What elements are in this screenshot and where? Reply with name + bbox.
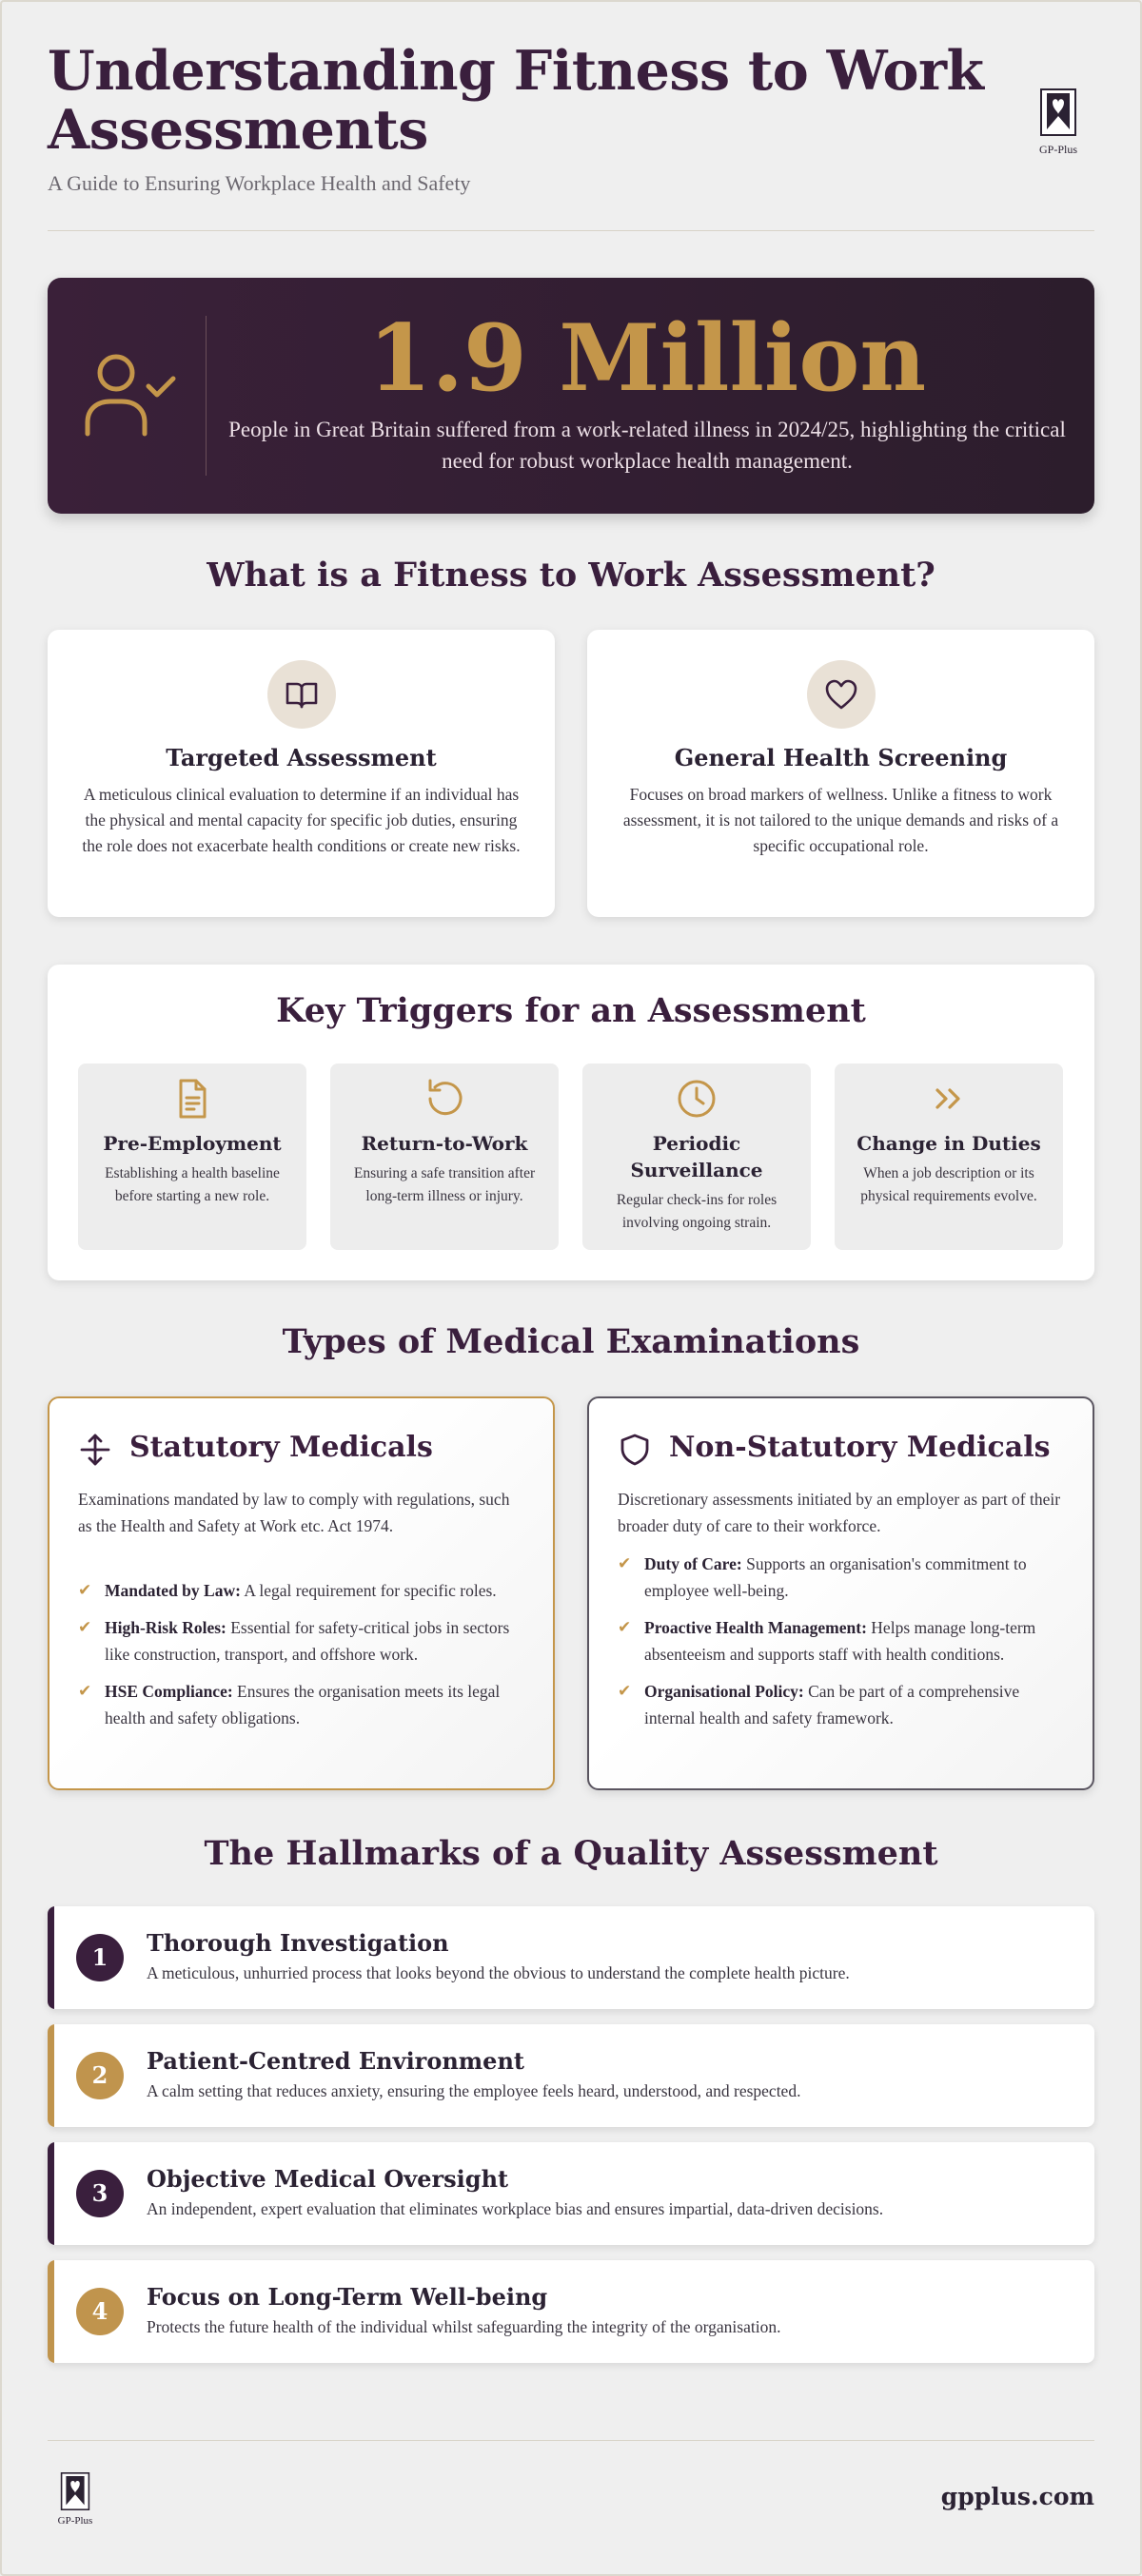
point-text: Can be part of a comprehensive internal health and safety framework. bbox=[644, 1682, 1020, 1727]
hallmark-item bbox=[48, 2024, 1094, 2127]
card-title: Statutory Medicals bbox=[129, 1431, 433, 1464]
header-divider bbox=[48, 230, 1094, 231]
list-item bbox=[78, 1577, 528, 1604]
card-intro: Examinations mandated by law to comply with regulations, such as the Health and Safety at Work etc. Act 1974. bbox=[78, 1490, 510, 1535]
list-item bbox=[618, 1614, 1068, 1668]
point-text: Essential for safety-critical jobs in sectors like construction, transport, and offshore work. bbox=[105, 1618, 510, 1664]
accent-bar bbox=[48, 2142, 54, 2245]
page-subtitle: A Guide to Ensuring Workplace Health and Safety bbox=[48, 171, 471, 195]
point-label: Duty of Care: bbox=[644, 1554, 742, 1573]
logo-text: GP-Plus bbox=[1038, 143, 1077, 156]
footer-divider bbox=[48, 2440, 1094, 2441]
number-badge: 4 bbox=[76, 2288, 124, 2335]
stat-divider bbox=[206, 316, 207, 476]
hallmark-title: Focus on Long-Term Well-being bbox=[147, 2283, 548, 2311]
hallmark-text: Protects the future health of the individual whilst safeguarding the integrity of the organisation. bbox=[147, 2317, 781, 2336]
card-targeted-assessment bbox=[48, 630, 555, 917]
hallmark-text: An independent, expert evaluation that eliminates workplace bias and ensures impartial, data-driven decisions. bbox=[147, 2199, 884, 2218]
trigger-change-in-duties bbox=[835, 1064, 1063, 1250]
card-icon-circle bbox=[267, 660, 336, 729]
trigger-title: Pre-Employment bbox=[103, 1132, 282, 1155]
section-title-hallmarks: The Hallmarks of a Quality Assessment bbox=[204, 1834, 938, 1873]
hallmark-title: Objective Medical Oversight bbox=[147, 2165, 509, 2193]
card-text: A meticulous clinical evaluation to determine if an individual has the physical and mental capacity for specific job duties, ensuring the role does not exacerbate health conditions or create new risks. bbox=[82, 785, 521, 855]
card-intro: Discretionary assessments initiated by an employer as part of their broader duty of care to their workforce. bbox=[618, 1490, 1061, 1535]
card-title: Targeted Assessment bbox=[166, 744, 437, 771]
stat-value: 1.9 Million bbox=[367, 304, 927, 412]
check-icon: ✔ bbox=[618, 1682, 632, 1701]
footer-website-link[interactable]: gpplus.com bbox=[940, 2483, 1094, 2510]
double-chevron-icon bbox=[927, 1077, 971, 1121]
point-label: HSE Compliance: bbox=[105, 1682, 233, 1701]
section-title-what-is: What is a Fitness to Work Assessment? bbox=[207, 556, 935, 595]
brand-logo[interactable] bbox=[1030, 88, 1087, 157]
scale-icon bbox=[78, 1433, 112, 1467]
list-item bbox=[78, 1678, 528, 1731]
shield-icon bbox=[618, 1433, 652, 1467]
trigger-text: Establishing a health baseline before starting a new role. bbox=[105, 1165, 280, 1204]
check-icon: ✔ bbox=[618, 1618, 632, 1637]
stat-banner bbox=[48, 278, 1094, 514]
section-title-triggers: Key Triggers for an Assessment bbox=[276, 991, 866, 1030]
trigger-title: Periodic Surveillance bbox=[630, 1132, 763, 1181]
check-icon: ✔ bbox=[78, 1581, 92, 1600]
accent-bar bbox=[48, 1906, 54, 2009]
user-check-icon bbox=[82, 352, 177, 438]
card-title: General Health Screening bbox=[674, 744, 1008, 771]
point-text: Helps manage long-term absenteeism and supports staff with health conditions. bbox=[644, 1618, 1036, 1664]
card-non-statutory-medicals bbox=[587, 1396, 1094, 1790]
page-title: Understanding Fitness to Work Assessments bbox=[48, 39, 984, 162]
check-icon: ✔ bbox=[618, 1554, 632, 1573]
accent-bar bbox=[48, 2024, 54, 2127]
point-label: High-Risk Roles: bbox=[105, 1618, 226, 1637]
logo-mark-icon bbox=[60, 2471, 90, 2511]
trigger-text: Ensuring a safe transition after long-term illness or injury. bbox=[353, 1165, 536, 1204]
trigger-return-to-work bbox=[330, 1064, 559, 1250]
list-item bbox=[618, 1551, 1068, 1604]
stat-description: People in Great Britain suffered from a work-related illness in 2024/25, highlighting the critical need for robust workplace health management. bbox=[228, 418, 1066, 473]
list-item bbox=[618, 1678, 1068, 1731]
document-icon bbox=[170, 1077, 214, 1121]
point-text: Ensures the organisation meets its legal health and safety obligations. bbox=[105, 1682, 501, 1727]
check-icon: ✔ bbox=[78, 1618, 92, 1637]
list-item bbox=[78, 1614, 528, 1668]
number-badge: 1 bbox=[76, 1934, 124, 1981]
hallmark-text: A calm setting that reduces anxiety, ensuring the employee feels heard, understood, and respected. bbox=[147, 2081, 801, 2100]
hallmark-text: A meticulous, unhurried process that looks beyond the obvious to understand the complete health picture. bbox=[147, 1963, 850, 1982]
hallmark-title: Thorough Investigation bbox=[147, 1929, 449, 1957]
logo-mark-icon bbox=[1039, 88, 1077, 137]
section-title-medicals: Types of Medical Examinations bbox=[282, 1322, 860, 1361]
card-title: Non-Statutory Medicals bbox=[669, 1431, 1051, 1464]
number-badge: 3 bbox=[76, 2170, 124, 2217]
check-icon: ✔ bbox=[78, 1682, 92, 1701]
accent-bar bbox=[48, 2260, 54, 2363]
header bbox=[48, 39, 1094, 232]
card-statutory-medicals bbox=[48, 1396, 555, 1790]
point-text: Supports an organisation's commitment to employee well-being. bbox=[644, 1554, 1027, 1600]
hallmark-title: Patient-Centred Environment bbox=[147, 2047, 524, 2075]
hallmark-item bbox=[48, 2142, 1094, 2245]
trigger-title: Return-to-Work bbox=[361, 1132, 528, 1155]
number-badge: 2 bbox=[76, 2052, 124, 2099]
clock-icon bbox=[675, 1077, 719, 1121]
statutory-points bbox=[78, 1577, 528, 1742]
trigger-text: When a job description or its physical requirements evolve. bbox=[860, 1165, 1037, 1204]
trigger-text: Regular check-ins for roles involving ongoing strain. bbox=[616, 1192, 778, 1231]
non-statutory-points bbox=[618, 1551, 1068, 1742]
trigger-pre-employment bbox=[78, 1064, 306, 1250]
rotate-icon bbox=[423, 1077, 466, 1121]
trigger-title: Change in Duties bbox=[856, 1132, 1041, 1155]
triggers-section bbox=[48, 965, 1094, 1280]
point-text: A legal requirement for specific roles. bbox=[240, 1581, 497, 1600]
hallmark-item bbox=[48, 1906, 1094, 2009]
footer-logo[interactable] bbox=[51, 2471, 99, 2527]
card-text: Focuses on broad markers of wellness. Unlike a fitness to work assessment, it is not tailored to the unique demands and risks of a specific occupational role. bbox=[622, 785, 1059, 855]
point-label: Mandated by Law: bbox=[105, 1581, 241, 1600]
heart-icon bbox=[824, 677, 858, 712]
trigger-periodic-surveillance bbox=[582, 1064, 811, 1250]
hallmark-item bbox=[48, 2260, 1094, 2363]
logo-text: GP-Plus bbox=[57, 2515, 93, 2527]
book-icon bbox=[285, 677, 319, 712]
card-icon-circle bbox=[807, 660, 876, 729]
point-label: Proactive Health Management: bbox=[644, 1618, 867, 1637]
point-label: Organisational Policy: bbox=[644, 1682, 804, 1701]
card-general-health-screening bbox=[587, 630, 1094, 917]
